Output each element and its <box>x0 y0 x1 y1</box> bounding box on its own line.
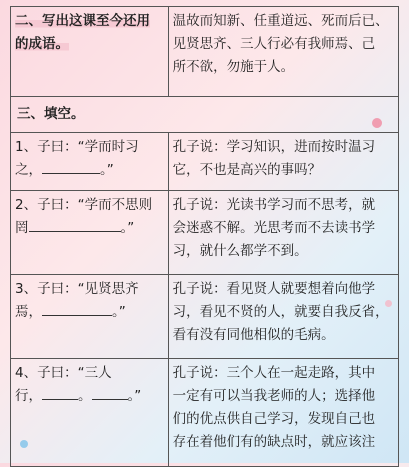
fill-item-3-blank[interactable] <box>42 301 112 316</box>
section-heading: 三、填空。 <box>17 106 85 122</box>
fill-item-4-question <box>11 359 169 467</box>
fill-item-3-q-line1: 3、子曰：“见贤思齐 <box>15 281 139 297</box>
fill-item-4-q-line2-mid: 。 <box>78 388 92 404</box>
fill-item-1-question <box>11 133 169 191</box>
fill-item-2 <box>11 191 399 275</box>
fill-item-3-q-line2-pre: 焉， <box>15 304 42 320</box>
fill-item-4-a-line4: 存在着他们有的缺点时，就应该注 <box>172 434 376 450</box>
idioms-answer-line1: 温故而知新、任重道远、死而后已、 <box>172 13 389 29</box>
fill-item-2-question <box>11 191 169 275</box>
idioms-answer-line2: 见贤思齐、三人行必有我师焉、己 <box>172 36 376 52</box>
idioms-question-line1: 二、写出这课至今还用 <box>15 13 150 29</box>
fill-item-1-q-line2-post: 。” <box>100 162 114 178</box>
idioms-question-cell <box>11 7 169 97</box>
fill-item-4-a-line1: 孔子说：三个人在一起走路，其中 <box>172 365 376 381</box>
fill-item-3-a-line3: 看有没有同他相似的毛病。 <box>172 327 335 343</box>
fill-item-4-answer <box>168 359 398 467</box>
fill-item-1-blank[interactable] <box>42 159 100 174</box>
idioms-question-line2: 的成语。 <box>15 36 69 52</box>
fill-item-3-a-line1: 孔子说：看见贤人就要想着向他学 <box>172 281 376 297</box>
section-heading-row <box>11 97 399 133</box>
fill-item-3-q-line2-post: 。” <box>112 304 126 320</box>
fill-item-2-a-line2: 会迷惑不解。光思考而不去读书学 <box>172 220 376 236</box>
fill-item-1-q-line1: 1、子曰：“学而时习 <box>15 139 139 155</box>
fill-item-4-blank-a[interactable] <box>42 385 78 400</box>
fill-item-2-q-line2-pre: 罔 <box>15 220 29 236</box>
section-heading-cell <box>11 97 399 133</box>
worksheet-table <box>10 6 399 467</box>
fill-item-4 <box>11 359 399 467</box>
fill-item-4-q-line1: 4、子曰：“三人 <box>15 365 112 381</box>
fill-item-4-blank-b[interactable] <box>92 385 128 400</box>
fill-item-2-a-line3: 习，就什么都学不到。 <box>172 243 308 259</box>
fill-item-2-q-line2-post: 。” <box>120 220 135 236</box>
fill-item-1-a-line2: 它，不也是高兴的事吗？ <box>172 162 322 178</box>
fill-item-3-question <box>11 275 169 359</box>
fill-item-1-answer <box>168 133 398 191</box>
fill-item-1 <box>11 133 399 191</box>
fill-item-4-a-line2: 一定有可以当我老师的人；选择他 <box>172 388 376 404</box>
fill-item-3-a-line2: 习，看见不贤的人，就要自我反省， <box>172 304 389 320</box>
fill-item-3-answer <box>168 275 398 359</box>
fill-item-1-a-line1: 孔子说：学习知识，进而按时温习 <box>172 139 376 155</box>
fill-item-2-answer <box>168 191 398 275</box>
idioms-answer-cell <box>168 7 398 97</box>
idioms-row <box>11 7 399 97</box>
fill-item-4-q-line2-post: 。” <box>127 388 142 404</box>
fill-item-4-q-line2-pre: 行， <box>15 388 42 404</box>
fill-item-2-a-line1: 孔子说：光读书学习而不思考，就 <box>172 197 376 213</box>
fill-item-2-blank[interactable] <box>29 217 121 232</box>
fill-item-1-q-line2-pre: 之， <box>15 162 42 178</box>
fill-item-4-a-line3: 们的优点供自己学习，发现自己也 <box>172 411 376 427</box>
fill-item-2-q-line1: 2、子曰：“学而不思则 <box>15 197 153 213</box>
idioms-answer-line3: 所不欲，勿施于人。 <box>172 59 295 75</box>
fill-item-3 <box>11 275 399 359</box>
